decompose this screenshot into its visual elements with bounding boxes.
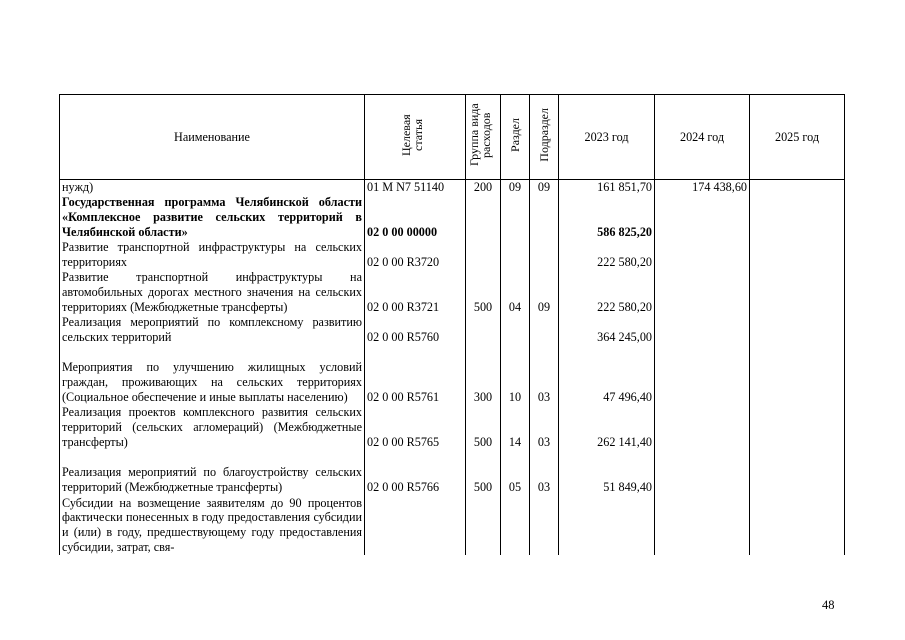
cell-subsection	[530, 240, 559, 270]
cell-name: Мероприятия по улучшению жилищных условий граждан, проживающих на сельских территориях (Социальное обеспечение и иные выплаты населению)	[60, 345, 365, 405]
cell-section: 14	[501, 405, 530, 450]
cell-name: Развитие транспортной инфраструктуры на автомобильных дорогах местного значения на сельских территориях (Межбюджетные трансферты)	[60, 270, 365, 315]
cell-2025	[750, 315, 845, 345]
header-2025: 2025 год	[750, 95, 845, 180]
header-expense-group: Группа вида расходов	[466, 95, 501, 180]
cell-section	[501, 240, 530, 270]
cell-target-article: 02 0 00 R3721	[365, 270, 466, 315]
cell-2023: 51 849,40	[559, 450, 655, 495]
header-target-article: Целевая статья	[365, 95, 466, 180]
cell-target-article: 02 0 00 00000	[365, 195, 466, 240]
cell-expense-group	[466, 495, 501, 555]
cell-2023: 161 851,70	[559, 180, 655, 195]
cell-2023: 222 580,20	[559, 240, 655, 270]
header-2024: 2024 год	[655, 95, 750, 180]
cell-2025	[750, 240, 845, 270]
cell-2024	[655, 495, 750, 555]
cell-2025	[750, 270, 845, 315]
cell-2024	[655, 240, 750, 270]
cell-2024	[655, 345, 750, 405]
cell-section	[501, 495, 530, 555]
cell-name: Государственная программа Челябинской области «Комплексное развитие сельских территорий в Челябинской области»	[60, 195, 365, 240]
table-body	[60, 180, 845, 555]
table-row	[60, 450, 845, 495]
cell-section: 05	[501, 450, 530, 495]
cell-subsection	[530, 315, 559, 345]
cell-2024	[655, 195, 750, 240]
cell-2025	[750, 450, 845, 495]
cell-name: Субсидии на возмещение заявителям до 90 процентов фактически понесенных в году предоставления субсидии и (или) в году, предшествующему году предоставления субсидии, затрат, свя-	[60, 495, 365, 555]
cell-2024	[655, 450, 750, 495]
table-row	[60, 270, 845, 315]
cell-subsection: 03	[530, 405, 559, 450]
cell-subsection	[530, 195, 559, 240]
cell-expense-group	[466, 240, 501, 270]
cell-2025	[750, 495, 845, 555]
cell-subsection: 03	[530, 450, 559, 495]
cell-section: 09	[501, 180, 530, 195]
cell-name: Реализация мероприятий по благоустройству сельских территорий (Межбюджетные трансферты)	[60, 450, 365, 495]
table-row	[60, 345, 845, 405]
header-name: Наименование	[60, 95, 365, 180]
cell-2025	[750, 345, 845, 405]
cell-section	[501, 195, 530, 240]
cell-section: 10	[501, 345, 530, 405]
table-row	[60, 240, 845, 270]
table-header	[60, 95, 845, 180]
cell-2023	[559, 495, 655, 555]
cell-2025	[750, 405, 845, 450]
cell-name: Реализация мероприятий по комплексному развитию сельских территорий	[60, 315, 365, 345]
cell-2024	[655, 270, 750, 315]
cell-expense-group: 500	[466, 405, 501, 450]
cell-target-article	[365, 495, 466, 555]
cell-expense-group: 500	[466, 450, 501, 495]
cell-2024	[655, 315, 750, 345]
table-row	[60, 495, 845, 555]
cell-expense-group: 200	[466, 180, 501, 195]
table-row	[60, 180, 845, 195]
cell-2023: 586 825,20	[559, 195, 655, 240]
cell-subsection: 09	[530, 270, 559, 315]
cell-2024	[655, 405, 750, 450]
cell-section	[501, 315, 530, 345]
cell-name: нужд)	[60, 180, 365, 195]
table-row	[60, 195, 845, 240]
cell-expense-group	[466, 315, 501, 345]
header-subsection: Подраздел	[530, 95, 559, 180]
cell-target-article: 02 0 00 R3720	[365, 240, 466, 270]
cell-2023: 364 245,00	[559, 315, 655, 345]
cell-target-article: 02 0 00 R5765	[365, 405, 466, 450]
header-section: Раздел	[501, 95, 530, 180]
cell-2025	[750, 195, 845, 240]
cell-target-article: 02 0 00 R5766	[365, 450, 466, 495]
cell-target-article: 02 0 00 R5761	[365, 345, 466, 405]
cell-section: 04	[501, 270, 530, 315]
cell-name: Развитие транспортной инфраструктуры на сельских территориях	[60, 240, 365, 270]
cell-target-article: 01 M N7 51140	[365, 180, 466, 195]
page-number: 48	[822, 598, 835, 612]
cell-expense-group: 500	[466, 270, 501, 315]
table-row	[60, 405, 845, 450]
cell-2025	[750, 180, 845, 195]
cell-expense-group	[466, 195, 501, 240]
cell-2023: 262 141,40	[559, 405, 655, 450]
cell-name: Реализация проектов комплексного развития сельских территорий (сельских агломераций) (Межбюджетные трансферты)	[60, 405, 365, 450]
budget-table	[59, 94, 845, 555]
cell-expense-group: 300	[466, 345, 501, 405]
cell-subsection: 03	[530, 345, 559, 405]
cell-subsection	[530, 495, 559, 555]
cell-subsection: 09	[530, 180, 559, 195]
header-2023: 2023 год	[559, 95, 655, 180]
cell-2023: 222 580,20	[559, 270, 655, 315]
cell-target-article: 02 0 00 R5760	[365, 315, 466, 345]
cell-2024: 174 438,60	[655, 180, 750, 195]
cell-2023: 47 496,40	[559, 345, 655, 405]
table-row	[60, 315, 845, 345]
